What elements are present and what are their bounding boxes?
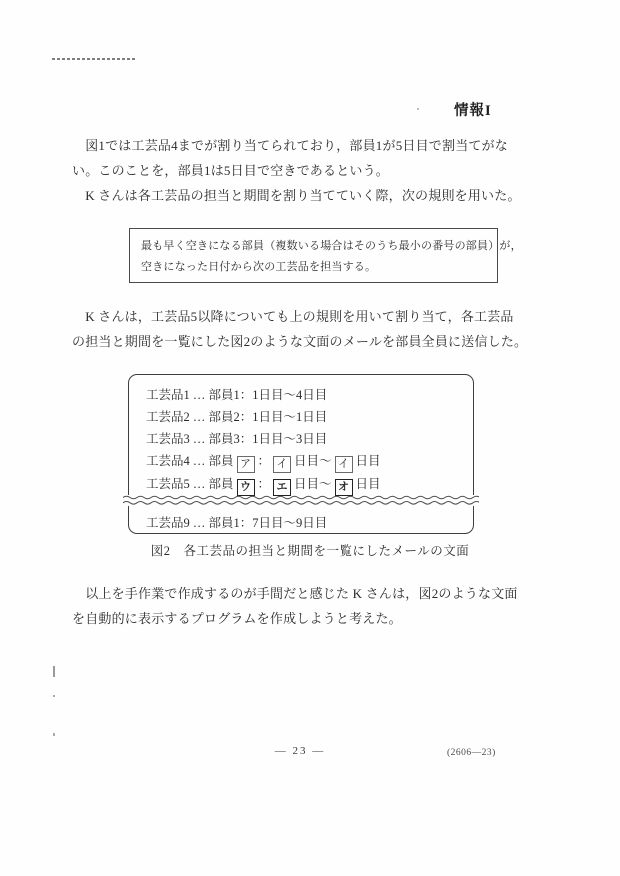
mail-row [146, 450, 469, 473]
text-line: 空きになった日付から次の工芸品を担当する。 [141, 261, 377, 273]
text-line: 以上を手作業で作成するのが手間だと感じた K さんは，図2のような文面 [72, 586, 518, 601]
figure2-mail-box [128, 374, 474, 534]
mail-row [146, 406, 469, 428]
row-text: 工芸品1 … 部員1：1日目～4日目 [146, 388, 328, 402]
row-text: 工芸品5 … 部員 [146, 477, 234, 491]
scan-artifact-dot [53, 695, 55, 697]
mail-row [146, 384, 469, 406]
middle-paragraph [72, 304, 528, 354]
figure2-rows-after [146, 512, 469, 534]
row-text: 日目～ [294, 477, 332, 491]
text-line: K さんは各工芸品の担当と期間を割り当てていく際，次の規則を用いた。 [72, 188, 521, 203]
row-text: ： [257, 477, 271, 491]
row-text: 日目 [355, 454, 381, 468]
rule-box [129, 228, 522, 283]
text-line: の担当と期間を一覧にした図2のような文面のメールを部員全員に送信した。 [72, 334, 528, 349]
row-text: 工芸品4 … 部員 [146, 454, 234, 468]
text-line: い。このことを，部員1は5日目で空きであるという。 [72, 163, 390, 178]
answer-blank-box: イ [335, 456, 353, 473]
mail-row [146, 428, 469, 450]
text-line: 最も早く空きになる部員（複数いる場合はそのうち最小の番号の部員）が， [141, 240, 522, 252]
scan-artifact-fold-line [52, 58, 136, 60]
answer-blank-box: ウ [237, 479, 255, 496]
text-line: K さんは，工芸品5以降についても上の規則を用いて割り当て，各工芸品 [72, 309, 514, 324]
page-number: — 23 — [274, 745, 326, 757]
text-line: 図1では工芸品4までが割り当てられており，部員1が5日目で割当てがな [72, 138, 509, 153]
scan-artifact-dot [53, 733, 55, 736]
scan-artifact-tick [53, 666, 55, 677]
answer-blank-box: オ [335, 479, 353, 496]
answer-blank-box: エ [273, 479, 291, 496]
row-text: 工芸品9 … 部員1：7日目～9日目 [146, 516, 328, 530]
mail-row [146, 512, 469, 534]
row-text: 日目～ [294, 454, 332, 468]
answer-blank-box: ア [237, 456, 255, 473]
omission-wavy-separator-icon [123, 494, 479, 507]
booklet-code: (2606—23) [447, 748, 496, 758]
scan-artifact-dot [417, 108, 419, 110]
row-text: ： [257, 454, 271, 468]
closing-paragraph [72, 581, 518, 631]
figure2-caption: 図2 各工芸品の担当と期間を一覧にしたメールの文面 [150, 544, 470, 558]
mail-row [146, 473, 469, 496]
row-text: 日目 [355, 477, 381, 491]
intro-paragraph [72, 133, 521, 208]
subject-header: 情報I [454, 103, 492, 119]
answer-blank-box: イ [273, 456, 291, 473]
row-text: 工芸品3 … 部員3：1日目～3日目 [146, 432, 328, 446]
text-line: を自動的に表示するプログラムを作成しようと考えた。 [72, 611, 402, 626]
row-text: 工芸品2 … 部員2：1日目～1日目 [146, 410, 328, 424]
figure2-rows-before [146, 384, 469, 496]
